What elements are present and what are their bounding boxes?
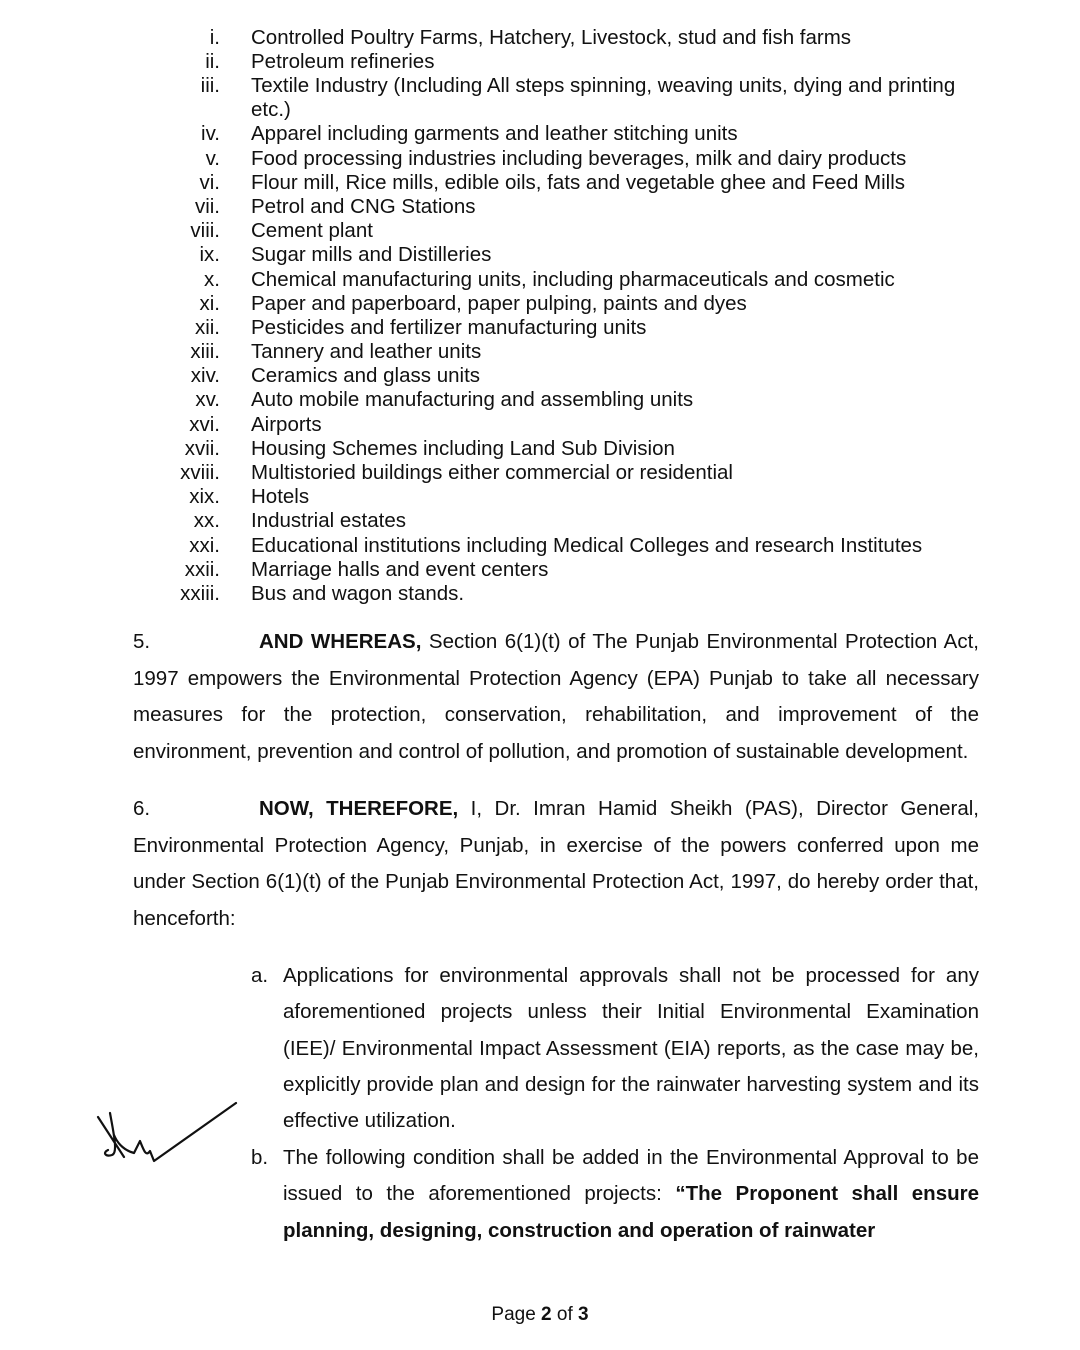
list-number: xviii. (180, 461, 220, 484)
list-number: v. (205, 146, 220, 170)
list-number: viii. (190, 219, 220, 243)
paragraph-number: 5. (133, 630, 151, 653)
list-text: Multistoried buildings either commercial or residential (251, 461, 733, 484)
list-number: iv. (201, 122, 220, 146)
list-item (0, 195, 1080, 219)
list-text: Chemical manufacturing units, including pharmaceuticals and cosmetic (251, 267, 895, 291)
list-item (0, 50, 1080, 74)
list-text: Industrial estates (251, 509, 406, 533)
list-text: Flour mill, Rice mills, edible oils, fats and vegetable ghee and Feed Mills (251, 170, 906, 194)
list-item (0, 534, 1080, 558)
list-item (0, 219, 1080, 243)
list-text: Pesticides and fertilizer manufacturing units (251, 315, 647, 339)
list-number: xiii. (190, 340, 220, 364)
list-item (0, 268, 1080, 292)
list-item (0, 558, 1080, 582)
list-text: Tannery and leather units (251, 340, 482, 364)
list-item (0, 171, 1080, 195)
list-item (0, 364, 1080, 388)
list-number: ix. (199, 243, 220, 267)
list-item (0, 26, 1080, 50)
list-text: Paper and paperboard, paper pulping, paints and dyes (251, 291, 747, 315)
list-number: xix. (189, 485, 220, 509)
list-number: xxii. (184, 557, 220, 581)
sub-clause-label: b. (251, 1146, 269, 1169)
list-number: x. (204, 267, 220, 291)
list-text: Hotels (251, 485, 310, 509)
list-text: Food processing industries including beverages, milk and dairy products (251, 146, 907, 170)
list-item (0, 388, 1080, 412)
list-text: Sugar mills and Distilleries (251, 243, 492, 267)
list-text: Airports (251, 412, 322, 436)
list-number: xii. (194, 315, 220, 339)
list-number: xxiii. (180, 581, 220, 605)
list-item (0, 437, 1080, 461)
list-text: Bus and wagon stands. (251, 581, 465, 605)
paragraph-6 (133, 791, 979, 937)
list-number: iii. (200, 74, 220, 98)
list-item (0, 316, 1080, 340)
list-item (0, 485, 1080, 509)
sub-clause-text: The following condition shall be added in the Environmental Approval to be issued to the aforementioned projects: (283, 1146, 979, 1206)
list-number: ii. (205, 50, 220, 74)
list-number: xiv. (190, 364, 220, 388)
paragraph-text: Section 6(1)(t) of The Punjab Environmental Protection Act, 1997 empowers the Environmental Protection Agency (EPA) Punjab to take all necessary measures for the protection, conservation, rehabilitation, and improvement of the environment, prevention and control of pollution, and promotion of sustainable development. (133, 630, 980, 763)
page-of-label: of (551, 1304, 579, 1325)
sub-clause-a (251, 958, 979, 1139)
list-number: xi. (199, 291, 220, 315)
list-text: Cement plant (251, 219, 373, 243)
paragraph-5 (133, 624, 979, 770)
list-item (0, 461, 1080, 485)
total-pages: 3 (578, 1304, 589, 1325)
list-number: xxi. (189, 533, 220, 557)
page-label: Page (491, 1304, 542, 1325)
list-number: vii. (194, 194, 220, 218)
list-number: xx. (193, 509, 220, 533)
list-text: Petrol and CNG Stations (251, 194, 476, 218)
list-item (0, 292, 1080, 316)
list-text: Apparel including garments and leather stitching units (251, 122, 738, 146)
list-text: Textile Industry (Including All steps spinning, weaving units, dying and printing etc.) (251, 74, 956, 122)
sub-clause-b (251, 1140, 979, 1249)
paragraph-lead: AND WHEREAS, (259, 630, 422, 653)
list-item (0, 413, 1080, 437)
list-text: Controlled Poultry Farms, Hatchery, Livestock, stud and fish farms (251, 26, 852, 49)
list-item (0, 74, 1080, 122)
list-text: Housing Schemes including Land Sub Division (251, 436, 675, 460)
list-number: i. (209, 26, 220, 49)
list-item (0, 582, 1080, 606)
sub-clause-label: a. (251, 964, 269, 987)
list-item (0, 147, 1080, 171)
list-number: xv. (195, 388, 220, 412)
list-number: xvi. (189, 412, 220, 436)
list-text: Marriage halls and event centers (251, 557, 549, 581)
list-text: Petroleum refineries (251, 50, 435, 74)
page-footer (0, 1304, 1080, 1326)
sub-clause-body (283, 1140, 979, 1249)
list-item (0, 340, 1080, 364)
list-text: Auto mobile manufacturing and assembling units (251, 388, 694, 412)
list-item (0, 509, 1080, 533)
industry-list (0, 26, 1080, 606)
list-text: Ceramics and glass units (251, 364, 481, 388)
page-number: 2 (541, 1304, 552, 1325)
paragraph-text: I, Dr. Imran Hamid Sheikh (PAS), Director General, Environmental Protection Agency, Punjab, in exercise of the powers conferred upon me under Section 6(1)(t) of the Punjab Environmental Protection Act, 1997, do hereby order that, henceforth: (133, 797, 979, 930)
paragraph-number: 6. (133, 797, 151, 820)
sub-clause-text: Applications for environmental approvals shall not be processed for any aforementioned projects unless their Initial Environmental Examination (IEE)/ Environmental Impact Assessment (EIA) reports, as the case may be, explicitly provide plan and design for the rainwater harvesting system and its effective utilization. (283, 964, 979, 1133)
list-item (0, 243, 1080, 267)
list-number: vi. (199, 170, 220, 194)
list-number: xvii. (184, 436, 220, 460)
signature-icon (88, 1095, 248, 1190)
paragraph-lead: NOW, THEREFORE, (259, 797, 459, 820)
sub-clause-bold-text: “The Proponent shall ensure planning, designing, construction and operation of rainwater (283, 1182, 980, 1242)
list-item (0, 122, 1080, 146)
list-text: Educational institutions including Medical Colleges and research Institutes (251, 533, 923, 557)
